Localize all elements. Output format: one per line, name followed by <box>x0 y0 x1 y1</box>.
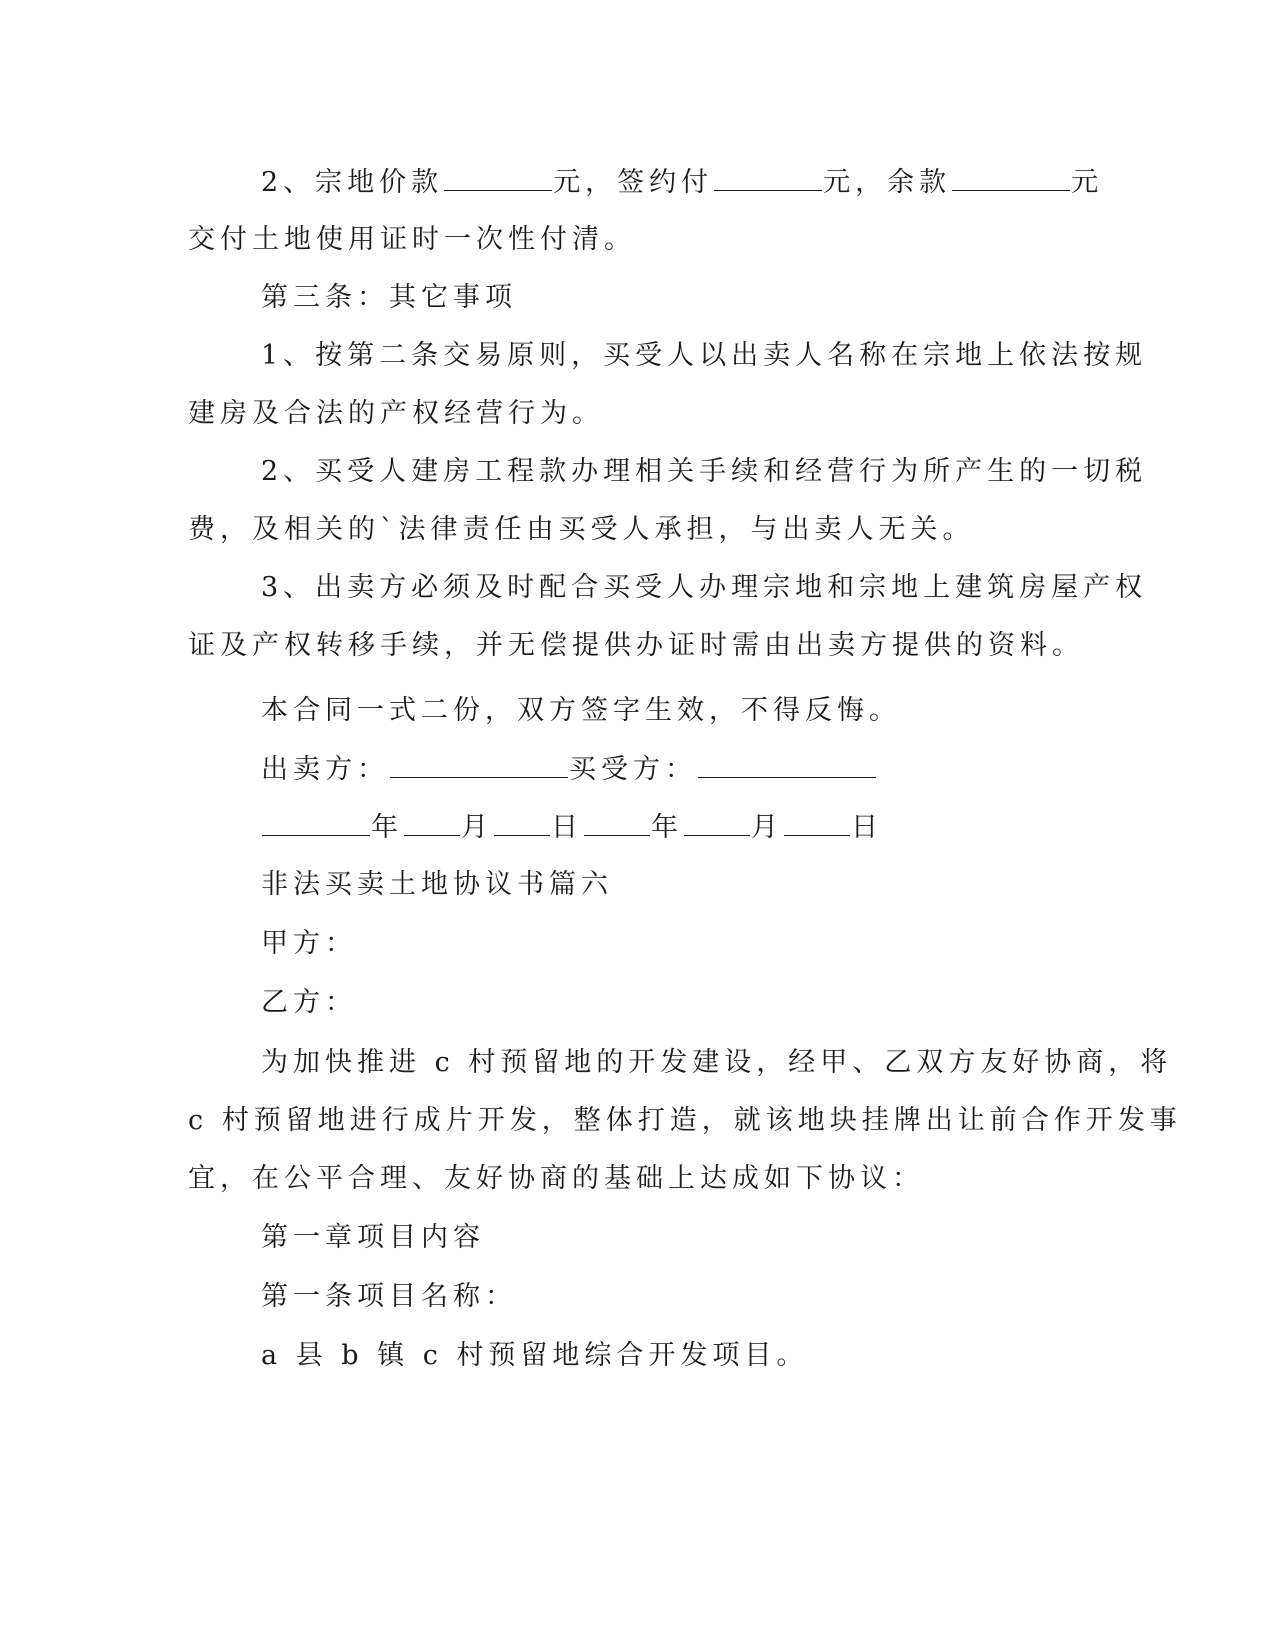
seller-label: 出卖方： <box>261 754 389 785</box>
month-blank <box>684 809 750 836</box>
date-line <box>0 809 1275 845</box>
copies-clause: 本合同一式二份，双方签字生效，不得反悔。 <box>261 695 901 726</box>
section-title: 非法买卖土地协议书篇六 <box>261 869 613 900</box>
blank-field <box>714 164 822 191</box>
party-a: 甲方： <box>261 928 357 959</box>
buyer-signature-blank <box>698 751 876 778</box>
seller-signature-blank <box>390 751 568 778</box>
text-segment: 元 <box>1071 167 1104 198</box>
clause-1-line1: 1、按第二条交易原则，买受人以出卖人名称在宗地上依法按规 <box>261 340 1148 371</box>
buyer-label: 买受方： <box>569 754 697 785</box>
party-b: 乙方： <box>261 987 357 1018</box>
text-segment: 2、宗地价款 <box>261 167 444 198</box>
price-clause-line2: 交付土地使用证时一次性付清。 <box>188 224 636 255</box>
signature-line <box>0 751 1275 787</box>
clause-2-line2: 费，及相关的`法律责任由买受人承担，与出卖人无关。 <box>188 514 975 545</box>
blank-field <box>952 164 1070 191</box>
price-clause-line1 <box>0 164 1275 200</box>
blank-field <box>444 164 552 191</box>
intro-line2: c 村预留地进行成片开发，整体打造，就该地块挂牌出让前合作开发事 <box>188 1105 1182 1136</box>
article-heading: 第三条：其它事项 <box>261 282 517 313</box>
article-1-heading: 第一条项目名称： <box>261 1281 517 1312</box>
year-label: 年 <box>371 812 403 843</box>
project-name: a 县 b 镇 c 村预留地综合开发项目。 <box>261 1340 809 1371</box>
text-segment: 元，签约付 <box>553 167 714 198</box>
intro-line3: 宜，在公平合理、友好协商的基础上达成如下协议： <box>188 1163 924 1194</box>
month-label: 月 <box>461 812 493 843</box>
year-blank <box>584 809 650 836</box>
clause-2-line1: 2、买受人建房工程款办理相关手续和经营行为所产生的一切税 <box>261 456 1148 487</box>
intro-line1: 为加快推进 c 村预留地的开发建设，经甲、乙双方友好协商，将 <box>261 1047 1173 1078</box>
month-label: 月 <box>751 812 783 843</box>
clause-3-line2: 证及产权转移手续，并无偿提供办证时需由出卖方提供的资料。 <box>188 630 1084 661</box>
chapter-heading: 第一章项目内容 <box>261 1222 485 1253</box>
year-label: 年 <box>651 812 683 843</box>
clause-3-line1: 3、出卖方必须及时配合买受人办理宗地和宗地上建筑房屋产权 <box>261 572 1148 603</box>
text-segment: 元，余款 <box>823 167 952 198</box>
day-blank <box>494 809 550 836</box>
day-blank <box>784 809 850 836</box>
day-label: 日 <box>551 812 583 843</box>
month-blank <box>404 809 460 836</box>
year-blank <box>262 809 370 836</box>
day-label: 日 <box>851 812 883 843</box>
clause-1-line2: 建房及合法的产权经营行为。 <box>188 398 604 429</box>
